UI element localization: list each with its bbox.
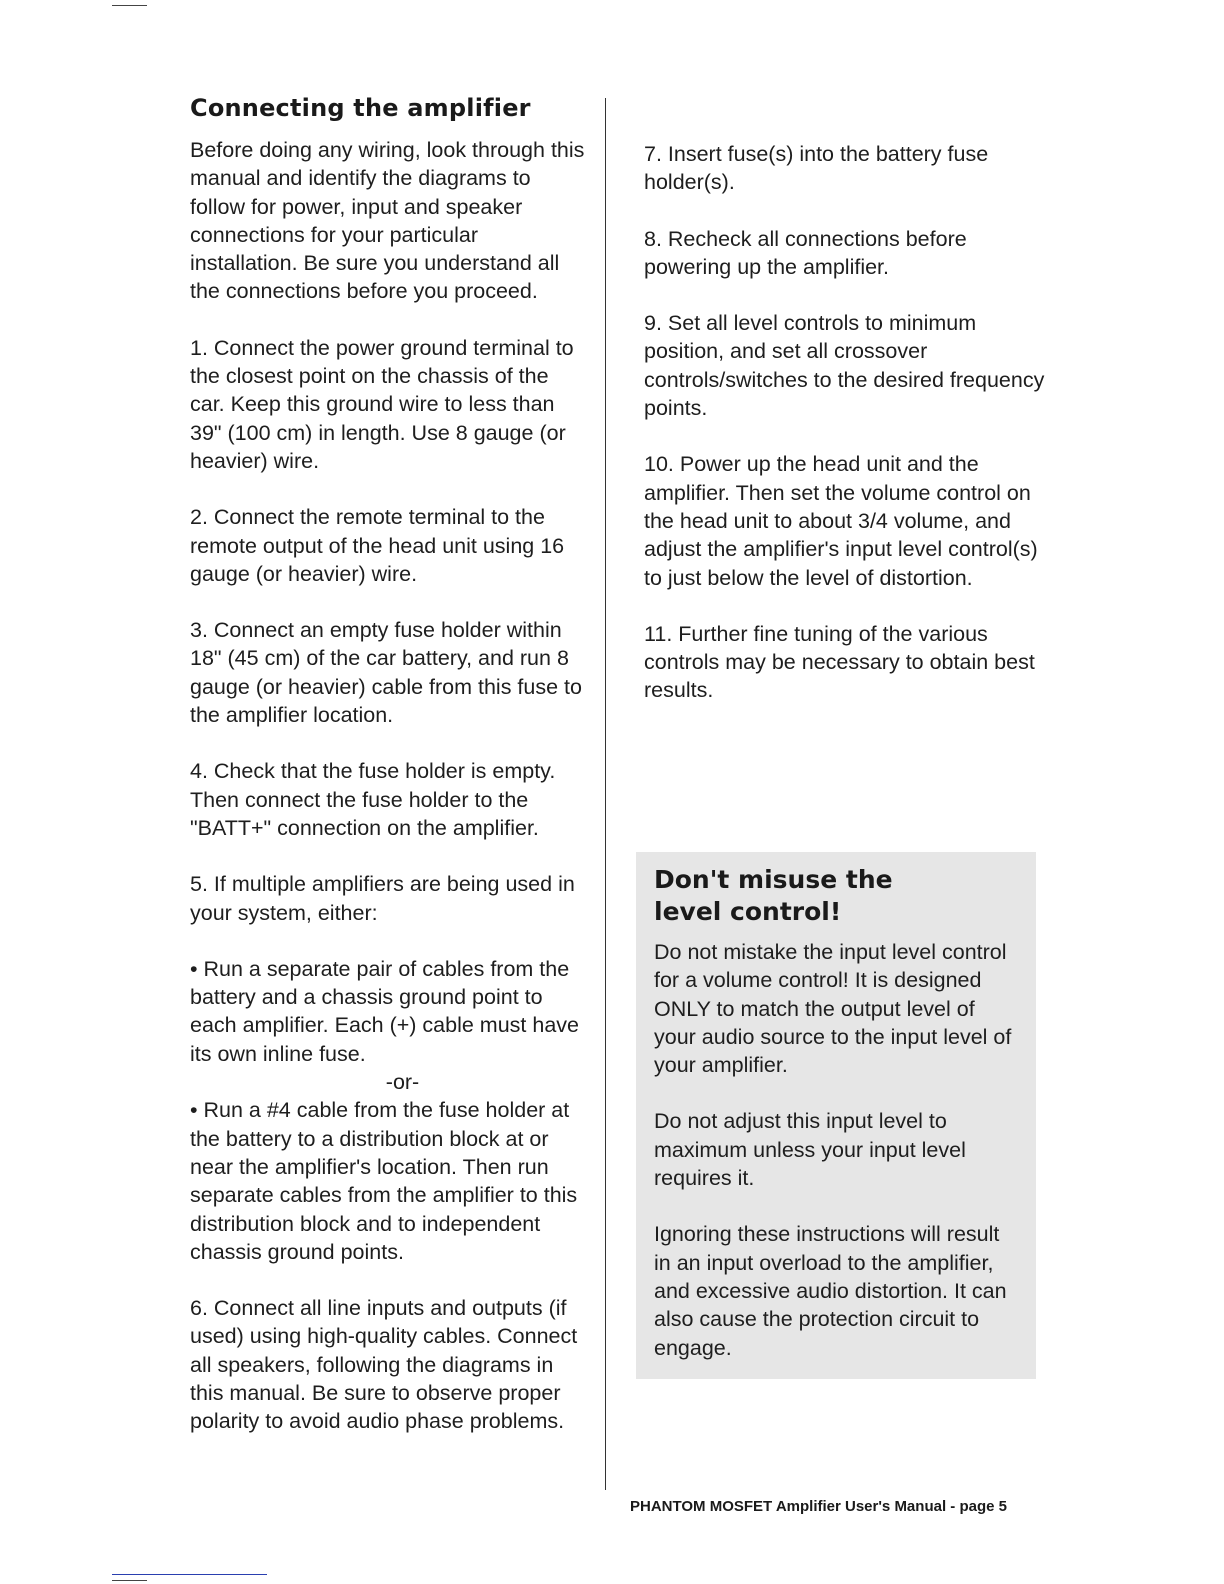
- right-column: [644, 140, 1054, 733]
- section-title: Connecting the amplifier: [190, 94, 531, 122]
- crop-mark-top: [112, 5, 147, 6]
- callout-paragraph-3: Ignoring these instructions will result in an input overload to the amplifier, and excessive audio distortion. It can also cause the protection circuit to engage.: [654, 1222, 1007, 1360]
- crop-mark-bottom-blue: [112, 1574, 267, 1575]
- step-1: 1. Connect the power ground terminal to the closest point on the chassis of the car. Keep this ground wire to less than 39" (100 cm) in length. Use 8 gauge (or heavier) wire.: [190, 335, 574, 473]
- callout-paragraph-1: Do not mistake the input level control for a volume control! It is designed ONLY to match the output level of your audio source to the input level of your amplifier.: [654, 940, 1012, 1078]
- callout-title: [654, 864, 1020, 928]
- step-3: 3. Connect an empty fuse holder within 18" (45 cm) of the car battery, and run 8 gauge (or heavier) cable from this fuse to the amplifier location.: [190, 618, 582, 728]
- bullet-option-1: • Run a separate pair of cables from the battery and a chassis ground point to each amplifier. Each (+) cable must have its own inline fuse.: [190, 956, 579, 1066]
- warning-callout-box: [636, 852, 1036, 1379]
- or-separator: -or-: [385, 1070, 420, 1095]
- callout-title-line-2: level control!: [654, 897, 842, 926]
- crop-mark-bottom: [112, 1580, 147, 1581]
- intro-paragraph: Before doing any wiring, look through this manual and identify the diagrams to follow for power, input and speaker connections for your particular installation. Be sure you understand all the connections before you proceed.: [190, 138, 585, 304]
- step-8: 8. Recheck all connections before powering up the amplifier.: [644, 226, 967, 279]
- column-divider: [605, 98, 606, 1490]
- step-5: 5. If multiple amplifiers are being used in your system, either:: [190, 872, 575, 925]
- page-footer: PHANTOM MOSFET Amplifier User's Manual - page 5: [630, 1498, 1007, 1515]
- step-6: 6. Connect all line inputs and outputs (if used) using high-quality cables. Connect all speakers, following the diagrams in this manual. Be sure to observe proper polarity to avoid audio phase problems.: [190, 1296, 578, 1434]
- step-7: 7. Insert fuse(s) into the battery fuse holder(s).: [644, 142, 989, 195]
- step-4: 4. Check that the fuse holder is empty. Then connect the fuse holder to the "BATT+" connection on the amplifier.: [190, 759, 556, 840]
- step-2: 2. Connect the remote terminal to the remote output of the head unit using 16 gauge (or heavier) wire.: [190, 505, 565, 586]
- bullet-option-2: • Run a #4 cable from the fuse holder at the battery to a distribution block at or near the amplifier's location. Then run separate cables from the amplifier to this distribution block and to independent chassis ground points.: [190, 1098, 578, 1264]
- callout-title-line-1: Don't misuse the: [654, 865, 893, 894]
- step-9: 9. Set all level controls to minimum position, and set all crossover controls/switches to the desired frequency points.: [644, 311, 1045, 421]
- left-column: [190, 94, 585, 1464]
- step-11: 11. Further fine tuning of the various controls may be necessary to obtain best results.: [644, 621, 1035, 703]
- callout-paragraph-2: Do not adjust this input level to maximum unless your input level requires it.: [654, 1109, 966, 1191]
- step-10: 10. Power up the head unit and the amplifier. Then set the volume control on the head unit to about 3/4 volume, and adjust the amplifier's input level control(s) to just below the level of distortion.: [644, 452, 1038, 590]
